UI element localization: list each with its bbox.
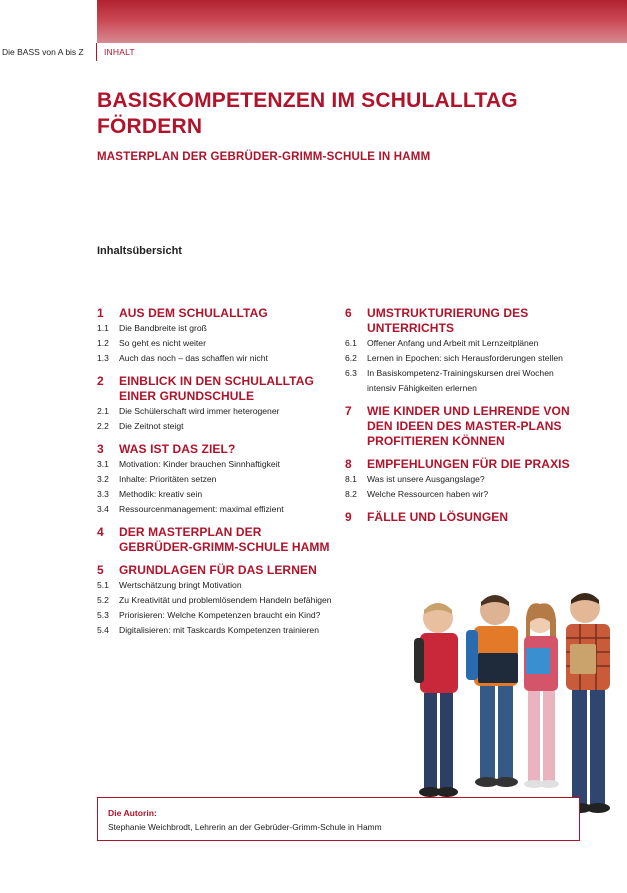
series-label: Die BASS von A bis Z: [2, 47, 84, 57]
child-3: [524, 603, 559, 788]
toc-section: [97, 374, 337, 434]
toc-section-title: FÄLLE UND LÖSUNGEN: [367, 510, 509, 524]
toc-subsection: [97, 502, 337, 517]
toc-section-heading: [345, 306, 585, 336]
toc-subsection: [97, 457, 337, 472]
overview-heading: Inhaltsübersicht: [97, 245, 182, 257]
child-4: [566, 593, 610, 813]
toc-section-title: EINBLICK IN DEN SCHULALLTAG EINER GRUNDSCHULE: [119, 374, 314, 403]
toc-subsection-title: In Basiskompetenz-Trainingskursen drei Wochen intensiv Fähigkeiten erlernen: [367, 368, 554, 393]
toc-section-title: DER MASTERPLAN DER GEBRÜDER-GRIMM-SCHULE HAMM: [119, 525, 330, 554]
toc-subsection-number: 8.1: [345, 474, 357, 484]
toc-subsection: [345, 472, 585, 487]
toc-section: [345, 457, 585, 502]
toc-subsection: [97, 419, 337, 434]
toc-subsection-number: 6.2: [345, 353, 357, 363]
header-band: [97, 0, 627, 43]
toc-subsection-title: Priorisieren: Welche Kompetenzen braucht ein Kind?: [119, 610, 321, 620]
toc-section-heading: [345, 404, 585, 449]
toc-subsection-number: 6.3: [345, 368, 357, 378]
toc-section: [97, 525, 337, 555]
toc-section-title: WAS IST DAS ZIEL?: [119, 442, 236, 456]
section-label: INHALT: [104, 47, 135, 57]
toc-subsection-title: Offener Anfang und Arbeit mit Lernzeitplänen: [367, 338, 539, 348]
toc-subsection-number: 3.4: [97, 504, 109, 514]
toc-subsection: [97, 321, 337, 336]
toc-section-title: UMSTRUKTURIERUNG DES UNTERRICHTS: [367, 306, 529, 335]
toc-subsection: [345, 366, 585, 396]
toc-section: [97, 442, 337, 517]
toc-subsection-title: Die Zeitnot steigt: [119, 421, 184, 431]
toc-subsection-title: Was ist unsere Ausgangslage?: [367, 474, 485, 484]
author-label: Die Autorin:: [108, 808, 157, 818]
toc-subsection: [97, 336, 337, 351]
toc-section: [345, 510, 585, 525]
toc-section-heading: [97, 563, 337, 578]
toc-section-number: 6: [345, 306, 352, 320]
toc-section-number: 5: [97, 563, 104, 577]
toc-subsection-number: 3.2: [97, 474, 109, 484]
toc-subsection-title: Lernen in Epochen: sich Herausforderungen stellen: [367, 353, 563, 363]
toc-column-right: [345, 306, 585, 533]
toc-subsection-title: Die Bandbreite ist groß: [119, 323, 207, 333]
toc-subsection-title: Ressourcenmanagement: maximal effizient: [119, 504, 284, 514]
toc-section-number: 2: [97, 374, 104, 388]
page-subtitle: MASTERPLAN DER GEBRÜDER-GRIMM-SCHULE IN HAMM: [97, 151, 431, 163]
toc-subsection-title: Digitalisieren: mit Taskcards Kompetenzen trainieren: [119, 625, 319, 635]
toc-section-heading: [97, 374, 337, 404]
toc-section-heading: [97, 306, 337, 321]
toc-subsection-number: 6.1: [345, 338, 357, 348]
toc-subsection: [97, 404, 337, 419]
toc-subsection-number: 5.1: [97, 580, 109, 590]
author-box: [97, 797, 580, 841]
toc-section: [345, 404, 585, 449]
author-text: Stephanie Weichbrodt, Lehrerin an der Gebrüder-Grimm-Schule in Hamm: [108, 822, 382, 832]
header-divider: [96, 43, 97, 61]
toc-section-number: 9: [345, 510, 352, 524]
toc-subsection: [97, 487, 337, 502]
toc-subsection: [345, 487, 585, 502]
toc-subsection: [345, 336, 585, 351]
toc-subsection-number: 2.2: [97, 421, 109, 431]
toc-subsection-number: 5.4: [97, 625, 109, 635]
toc-subsection-number: 3.3: [97, 489, 109, 499]
toc-subsection-title: Welche Ressourcen haben wir?: [367, 489, 489, 499]
toc-subsection-number: 1.1: [97, 323, 109, 333]
toc-section-number: 1: [97, 306, 104, 320]
toc-subsection: [97, 623, 337, 638]
toc-subsection: [97, 351, 337, 366]
toc-section-title: GRUNDLAGEN FÜR DAS LERNEN: [119, 563, 317, 577]
child-1: [414, 603, 458, 797]
toc-subsection: [97, 608, 337, 623]
toc-section-heading: [345, 510, 585, 525]
toc-section-title: WIE KINDER UND LEHRENDE VON DEN IDEEN DES MASTER-PLANS PROFITIEREN KÖNNEN: [367, 404, 570, 448]
toc-section: [345, 306, 585, 396]
toc-subsection-title: Die Schülerschaft wird immer heterogener: [119, 406, 280, 416]
toc-section-number: 4: [97, 525, 104, 539]
toc-subsection: [97, 593, 337, 608]
page-title: BASISKOMPETENZEN IM SCHULALLTAG FÖRDERN: [97, 89, 518, 138]
toc-subsection-title: Motivation: Kinder brauchen Sinnhaftigkeit: [119, 459, 280, 469]
children-photo: [400, 578, 627, 823]
toc-subsection: [97, 578, 337, 593]
toc-section-heading: [97, 442, 337, 457]
toc-subsection-number: 8.2: [345, 489, 357, 499]
toc-subsection-number: 3.1: [97, 459, 109, 469]
toc-subsection-number: 5.3: [97, 610, 109, 620]
toc-section-number: 7: [345, 404, 352, 418]
toc-subsection-title: Auch das noch – das schaffen wir nicht: [119, 353, 268, 363]
toc-subsection-number: 1.2: [97, 338, 109, 348]
toc-subsection-title: Inhalte: Prioritäten setzen: [119, 474, 217, 484]
toc-section-heading: [345, 457, 585, 472]
toc-section-heading: [97, 525, 337, 555]
toc-subsection-title: So geht es nicht weiter: [119, 338, 206, 348]
toc-subsection-number: 5.2: [97, 595, 109, 605]
toc-section: [97, 306, 337, 366]
toc-section-title: EMPFEHLUNGEN FÜR DIE PRAXIS: [367, 457, 570, 471]
toc-subsection-title: Methodik: kreativ sein: [119, 489, 203, 499]
toc-section: [97, 563, 337, 638]
toc-subsection-number: 2.1: [97, 406, 109, 416]
toc-section-number: 8: [345, 457, 352, 471]
toc-subsection: [345, 351, 585, 366]
header-blank: [0, 0, 97, 43]
toc-subsection: [97, 472, 337, 487]
child-2: [466, 595, 518, 787]
toc-section-number: 3: [97, 442, 104, 456]
toc-section-title: AUS DEM SCHULALLTAG: [119, 306, 268, 320]
toc-subsection-title: Wertschätzung bringt Motivation: [119, 580, 242, 590]
toc-subsection-number: 1.3: [97, 353, 109, 363]
toc-subsection-title: Zu Kreativität und problemlösendem Handeln befähigen: [119, 595, 332, 605]
toc-column-left: [97, 306, 337, 646]
